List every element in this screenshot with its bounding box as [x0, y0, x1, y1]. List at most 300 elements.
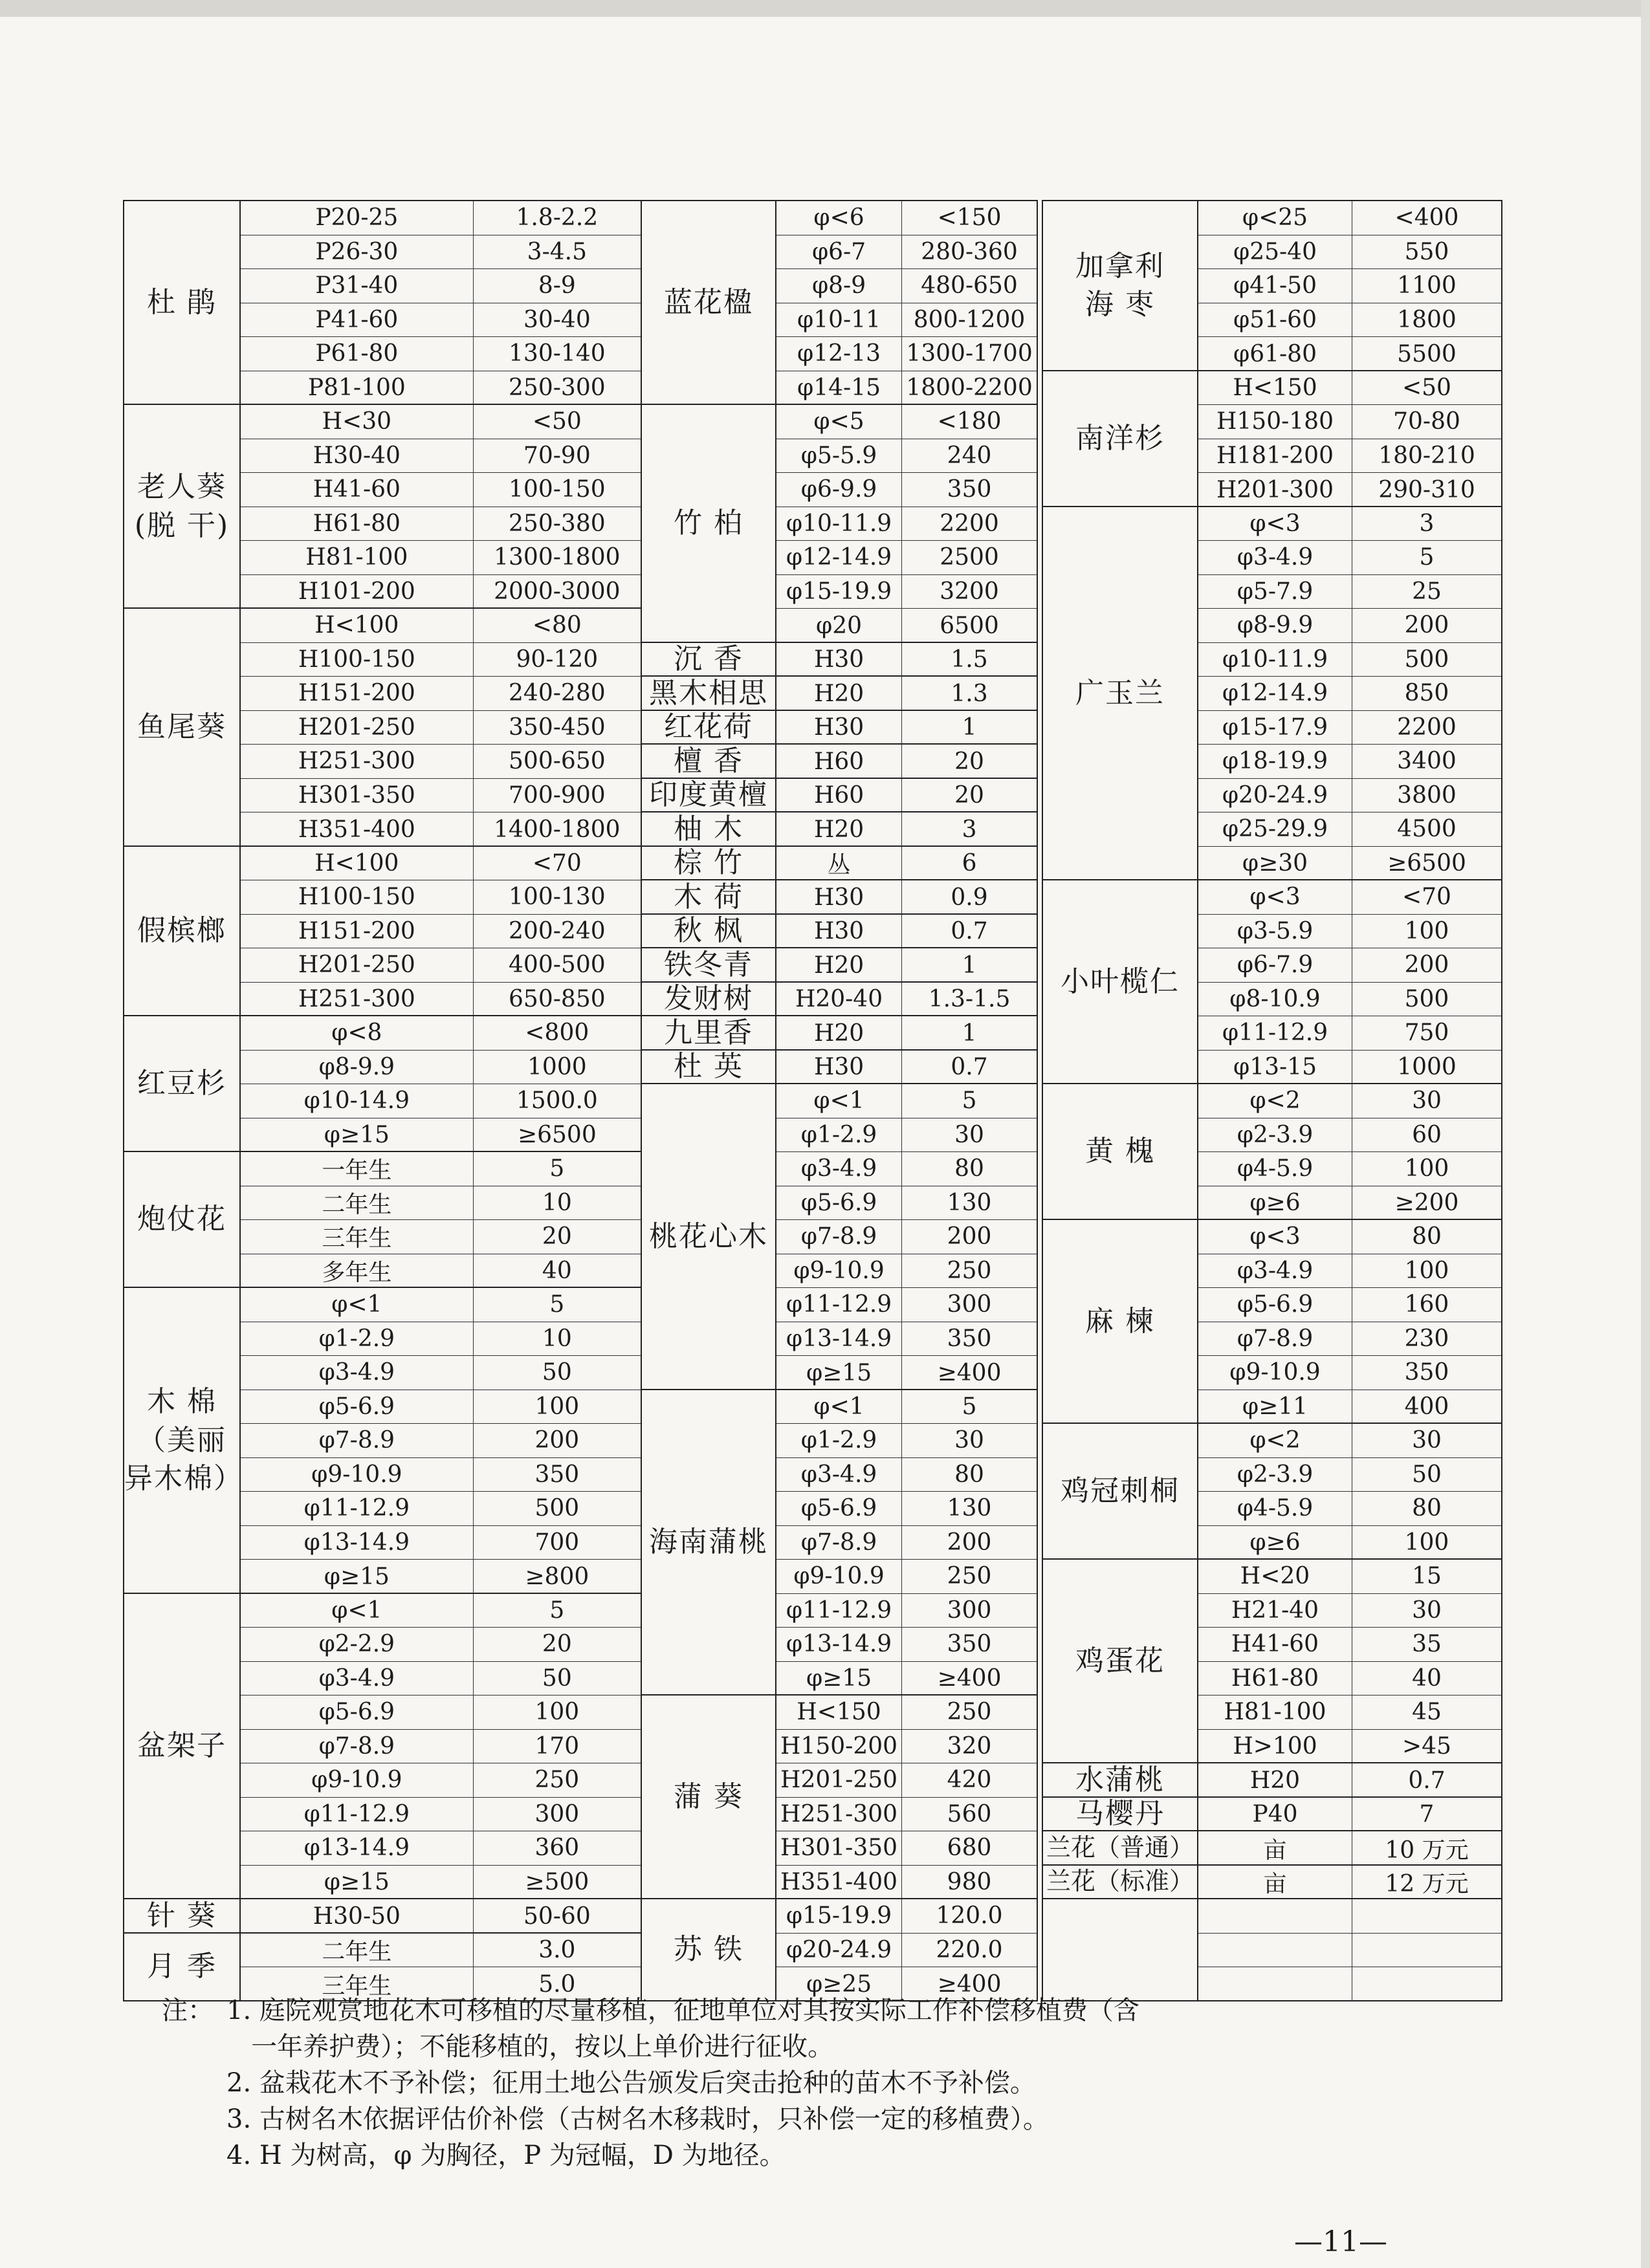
- spec-cell: H30-40: [241, 439, 474, 473]
- page-number: —11—: [1294, 2225, 1387, 2258]
- spec-cell: 亩: [1198, 1866, 1352, 1900]
- table-row: [1198, 1866, 1501, 1900]
- spec-cell: φ10-11: [776, 303, 902, 337]
- spec-cell: φ6-9.9: [776, 473, 902, 507]
- price-cell: 30-40: [523, 306, 591, 333]
- plant-group: [641, 811, 1038, 847]
- spec-cell: [1198, 1967, 1352, 2001]
- spec-cell: H<150: [776, 1696, 902, 1729]
- spec-cell: H81-100: [1198, 1696, 1352, 1729]
- spec-cell: φ3-4.9: [241, 1662, 474, 1696]
- plant-group: [1042, 1864, 1502, 1900]
- table-row: [776, 201, 1037, 235]
- table-row: [241, 575, 641, 609]
- spec-cell: H30: [776, 915, 902, 949]
- price-cell: 120.0: [936, 1903, 1003, 1930]
- price-cell: 200: [1404, 612, 1449, 639]
- table-row: [241, 779, 641, 813]
- spec-cell: H201-300: [1198, 473, 1352, 507]
- price-cell: 35: [1412, 1631, 1442, 1658]
- plant-group: [641, 710, 1038, 745]
- spec-cell: φ10-11.9: [1198, 643, 1352, 677]
- plant-group: [641, 1083, 1038, 1390]
- table-row: [241, 1152, 641, 1186]
- spec-cell: φ6-7: [776, 235, 902, 269]
- spec-cell: φ7-8.9: [241, 1730, 474, 1763]
- table-row: [776, 507, 1037, 541]
- table-row: [1198, 812, 1501, 847]
- price-cell: 350: [534, 1461, 580, 1488]
- plant-name: 木 棉 （美丽 异木棉）: [124, 1288, 241, 1593]
- spec-cell: φ25-40: [1198, 235, 1352, 269]
- spec-cell: H30: [776, 880, 902, 915]
- table-row: [241, 439, 641, 474]
- table-row: [1198, 779, 1501, 813]
- plant-name: 鱼尾葵: [124, 609, 241, 845]
- table-row: [241, 1051, 641, 1085]
- spec-cell: 二年生: [241, 1186, 474, 1220]
- table-row: [776, 779, 1037, 813]
- plant-name: 广玉兰: [1043, 507, 1198, 880]
- spec-cell: φ9-10.9: [241, 1458, 474, 1492]
- plant-group: [641, 200, 1038, 405]
- plant-name: 麻 楝: [1043, 1220, 1198, 1423]
- spec-cell: H30: [776, 1051, 902, 1085]
- plant-group: [123, 1593, 642, 1900]
- spec-cell: φ1-2.9: [776, 1118, 902, 1152]
- price-cell: 980: [947, 1869, 992, 1896]
- spec-cell: φ2-3.9: [1198, 1118, 1352, 1152]
- plant-name: 印度黄檀: [642, 779, 776, 812]
- spec-cell: [1198, 1934, 1352, 1967]
- price-cell: <50: [532, 408, 582, 435]
- price-cell: 500: [1404, 646, 1449, 673]
- table-row: [776, 1118, 1037, 1153]
- table-row: [1198, 541, 1501, 575]
- spec-cell: φ61-80: [1198, 337, 1352, 371]
- spec-cell: 三年生: [241, 1220, 474, 1254]
- plant-group: [1042, 1762, 1502, 1798]
- price-cell: 30: [1412, 1597, 1442, 1624]
- price-cell: 15: [1412, 1563, 1442, 1590]
- table-row: [776, 337, 1037, 371]
- price-cell: 250: [947, 1257, 992, 1284]
- table-row: [241, 1118, 641, 1153]
- price-cell: 100: [1404, 1155, 1449, 1183]
- table-row: [1198, 1051, 1501, 1085]
- plant-name: 鸡冠刺桐: [1043, 1424, 1198, 1558]
- price-cell: 0.9: [951, 884, 988, 911]
- price-cell: 1: [962, 1020, 977, 1047]
- price-cell: ≥500: [525, 1869, 589, 1896]
- table-row: [1198, 507, 1501, 541]
- table-row: [776, 1186, 1037, 1221]
- spec-cell: H<20: [1198, 1560, 1352, 1593]
- price-cell: 290-310: [1378, 476, 1475, 503]
- price-cell: 350: [947, 1325, 992, 1352]
- spec-cell: φ<1: [241, 1288, 474, 1322]
- price-cell: 130: [947, 1189, 992, 1216]
- price-cell: 160: [1404, 1291, 1449, 1318]
- table-row: [1198, 643, 1501, 677]
- plant-group: [123, 845, 642, 1017]
- spec-cell: φ≥25: [776, 1967, 902, 2001]
- table-row: [241, 880, 641, 915]
- price-cell: 1000: [1397, 1054, 1457, 1081]
- plant-group: [123, 1932, 642, 2001]
- spec-cell: φ4-5.9: [1198, 1492, 1352, 1525]
- price-cell: 5.0: [538, 1970, 576, 1998]
- spec-cell: H201-250: [241, 948, 474, 982]
- price-cell: 220.0: [936, 1936, 1003, 1963]
- table-row: [776, 1016, 1037, 1051]
- table-row: [241, 507, 641, 541]
- plant-group: [641, 404, 1038, 643]
- price-cell: 200: [534, 1427, 580, 1454]
- spec-cell: φ<25: [1198, 201, 1352, 235]
- price-cell: 850: [1404, 680, 1449, 707]
- price-cell: 100-150: [509, 476, 606, 503]
- spec-cell: [1198, 1899, 1352, 1933]
- price-cell: 230: [1404, 1325, 1449, 1352]
- price-cell: 350: [947, 1631, 992, 1658]
- spec-cell: H60: [776, 779, 902, 813]
- table-row: [1198, 303, 1501, 338]
- spec-cell: H41-60: [241, 473, 474, 507]
- plant-name: 海南蒲桃: [642, 1390, 776, 1695]
- plant-name: [1043, 1899, 1198, 2000]
- plant-name: 苏 铁: [642, 1899, 776, 2000]
- table-row: [1198, 1424, 1501, 1458]
- table-row: [241, 1526, 641, 1560]
- spec-cell: φ≥30: [1198, 847, 1352, 881]
- spec-cell: φ12-14.9: [776, 541, 902, 574]
- price-cell: 40: [1412, 1664, 1442, 1692]
- spec-cell: φ3-4.9: [1198, 1254, 1352, 1288]
- spec-cell: φ<2: [1198, 1084, 1352, 1118]
- spec-cell: φ1-2.9: [241, 1322, 474, 1356]
- table-row: [776, 847, 1037, 881]
- spec-cell: P40: [1198, 1798, 1352, 1832]
- table-row: [1198, 1730, 1501, 1764]
- table-row: [776, 439, 1037, 474]
- price-cell: 5: [549, 1291, 565, 1318]
- table-row: [241, 812, 641, 847]
- spec-cell: φ9-10.9: [1198, 1356, 1352, 1390]
- price-cell: 350-450: [509, 714, 606, 741]
- spec-cell: φ8-9.9: [1198, 609, 1352, 642]
- spec-cell: H151-200: [241, 915, 474, 948]
- plant-name: 炮仗花: [124, 1152, 241, 1287]
- table-row: [776, 405, 1037, 439]
- price-cell: 0.7: [951, 1054, 988, 1081]
- plant-group: [1042, 879, 1502, 1084]
- plant-group: [641, 1015, 1038, 1051]
- plant-group: [1042, 506, 1502, 881]
- table-row: [1198, 1186, 1501, 1221]
- price-cell: 350: [947, 476, 992, 503]
- price-cell: <50: [1402, 374, 1451, 401]
- plant-name: 马樱丹: [1043, 1798, 1198, 1831]
- spec-cell: φ14-15: [776, 371, 902, 406]
- price-cell: 280-360: [921, 238, 1018, 265]
- price-cell: 250-300: [509, 375, 606, 402]
- price-cell: 500: [534, 1495, 580, 1522]
- table-row: [1198, 201, 1501, 235]
- plant-name: 发财树: [642, 983, 776, 1016]
- spec-cell: φ1-2.9: [776, 1424, 902, 1457]
- table-row: [776, 1424, 1037, 1458]
- spec-cell: φ5-6.9: [776, 1186, 902, 1220]
- spec-cell: φ<2: [1198, 1424, 1352, 1457]
- spec-cell: φ<3: [1198, 507, 1352, 541]
- plant-group: [1042, 200, 1502, 371]
- plant-name: 兰花（标准）: [1043, 1866, 1198, 1899]
- plant-group: [123, 1015, 642, 1152]
- price-cell: 20: [954, 748, 984, 775]
- table-row: [241, 1390, 641, 1424]
- spec-cell: H<100: [241, 847, 474, 880]
- spec-cell: φ5-6.9: [1198, 1288, 1352, 1322]
- table-row: [776, 1492, 1037, 1526]
- table-row: [776, 1356, 1037, 1390]
- plant-group: [123, 607, 642, 847]
- table-row: [1198, 439, 1501, 474]
- price-cell: 3800: [1397, 781, 1457, 809]
- plant-name: 月 季: [124, 1934, 241, 2000]
- plant-name: 黄 槐: [1043, 1084, 1198, 1219]
- price-cell: 80: [1412, 1495, 1442, 1522]
- plant-name: 黑木相思: [642, 677, 776, 710]
- price-cell: 50: [1412, 1461, 1442, 1488]
- price-cell: 50-60: [523, 1903, 591, 1930]
- note-item: 2. 盆栽花木不予补偿；征用土地公告颁发后突击抢种的苗木不予补偿。: [226, 2068, 1036, 2098]
- price-cell: 6500: [940, 612, 999, 639]
- price-cell: 700-900: [509, 781, 606, 809]
- spec-cell: φ25-29.9: [1198, 812, 1352, 846]
- table-row: [241, 473, 641, 507]
- price-cell: 1300-1700: [906, 340, 1033, 367]
- table-row: [776, 983, 1037, 1017]
- table-row: [1198, 915, 1501, 949]
- price-cell: 400-500: [509, 952, 606, 979]
- price-cell: 3-4.5: [527, 238, 587, 265]
- plant-name: 蓝花楹: [642, 201, 776, 404]
- price-cell: 20: [542, 1223, 572, 1250]
- price-cell: 45: [1412, 1699, 1442, 1726]
- price-cell: 20: [542, 1631, 572, 1658]
- price-cell: ≥400: [937, 1359, 1002, 1386]
- price-cell: 10: [542, 1325, 572, 1352]
- table-row: [776, 677, 1037, 711]
- spec-cell: H201-250: [241, 711, 474, 745]
- plant-name: 竹 柏: [642, 405, 776, 642]
- price-cell: 40: [542, 1258, 572, 1285]
- table-row: [776, 711, 1037, 745]
- table-row: [1198, 235, 1501, 270]
- spec-cell: H60: [776, 745, 902, 779]
- spec-cell: φ3-4.9: [776, 1152, 902, 1186]
- price-cell: 1.5: [951, 646, 988, 673]
- plant-group: [123, 1898, 642, 1934]
- table-row: [241, 235, 641, 270]
- price-cell: 2200: [940, 510, 999, 537]
- spec-cell: φ13-14.9: [776, 1322, 902, 1356]
- price-cell: ≥800: [525, 1563, 589, 1590]
- price-cell: 100: [534, 1393, 580, 1420]
- plant-name: 盆架子: [124, 1594, 241, 1899]
- spec-cell: H<100: [241, 609, 474, 642]
- price-cell: 100-130: [509, 884, 606, 911]
- plant-name: 九里香: [642, 1016, 776, 1049]
- spec-cell: 一年生: [241, 1152, 474, 1186]
- spec-cell: φ<6: [776, 201, 902, 235]
- spec-cell: φ<3: [1198, 880, 1352, 914]
- spec-cell: H151-200: [241, 677, 474, 710]
- table-row: [241, 1254, 641, 1289]
- spec-cell: 二年生: [241, 1934, 474, 1967]
- table-row: [776, 541, 1037, 575]
- table-row: [776, 1628, 1037, 1662]
- plant-group: [1042, 1558, 1502, 1763]
- price-cell: 250: [947, 1563, 992, 1590]
- spec-cell: φ≥15: [241, 1866, 474, 1900]
- spec-cell: H21-40: [1198, 1594, 1352, 1628]
- plant-name: 杜 鹃: [124, 201, 241, 404]
- plant-group: [641, 947, 1038, 983]
- plant-name: 针 葵: [124, 1899, 241, 1932]
- spec-cell: φ12-13: [776, 337, 902, 371]
- table-row: [1198, 1492, 1501, 1526]
- spec-cell: φ15-19.9: [776, 575, 902, 609]
- table-row: [241, 847, 641, 881]
- table-row: [241, 1458, 641, 1492]
- price-cell: 500-650: [509, 748, 606, 775]
- price-cell: 25: [1412, 578, 1442, 605]
- table-row: [241, 1356, 641, 1390]
- table-row: [241, 303, 641, 338]
- table-row: [241, 609, 641, 643]
- note-item: 一年养护费）；不能移植的，按以上单价进行征收。: [226, 2032, 834, 2062]
- price-cell: 20: [954, 782, 984, 809]
- price-cell: 3: [1419, 510, 1435, 537]
- spec-cell: P26-30: [241, 235, 474, 269]
- table-row: [241, 1628, 641, 1662]
- price-cell: 1300-1800: [494, 544, 621, 571]
- plant-name: 老人葵 (脱 干): [124, 405, 241, 607]
- notes-list: [226, 1992, 1139, 2174]
- price-cell: 50: [542, 1359, 572, 1386]
- table-row: [776, 880, 1037, 915]
- spec-cell: φ<3: [1198, 1220, 1352, 1254]
- plant-group: [641, 1049, 1038, 1085]
- table-row: [776, 812, 1037, 847]
- table-row: [1198, 405, 1501, 439]
- spec-cell: φ15-19.9: [776, 1899, 902, 1933]
- spec-cell: φ7-8.9: [776, 1526, 902, 1560]
- spec-cell: H101-200: [241, 575, 474, 609]
- spec-cell: φ<1: [241, 1594, 474, 1628]
- price-cell: 400: [1404, 1393, 1449, 1421]
- price-cell: 30: [954, 1121, 984, 1148]
- price-cell: 200: [947, 1223, 992, 1250]
- table-row: [1198, 1934, 1501, 1968]
- table-row: [1198, 1662, 1501, 1696]
- price-cell: [1352, 1899, 1501, 1933]
- plant-group: [641, 913, 1038, 949]
- table-row: [1198, 1152, 1501, 1186]
- spec-cell: H201-250: [776, 1763, 902, 1797]
- price-cell: 480-650: [921, 272, 1018, 300]
- table-row: [776, 915, 1037, 949]
- table-row: [241, 1662, 641, 1696]
- table-row: [1198, 575, 1501, 609]
- table-row: [1198, 847, 1501, 881]
- table-row: [1198, 1288, 1501, 1322]
- table-row: [241, 643, 641, 677]
- price-cell: 130: [947, 1495, 992, 1522]
- price-cell: 2200: [1397, 714, 1457, 741]
- price-cell: 2500: [940, 544, 999, 571]
- spec-cell: φ10-14.9: [241, 1084, 474, 1118]
- table-row: [241, 1322, 641, 1357]
- plant-name: 水蒲桃: [1043, 1763, 1198, 1796]
- table-row: [776, 1662, 1037, 1696]
- spec-cell: H61-80: [241, 507, 474, 541]
- table-row: [241, 711, 641, 745]
- spec-cell: φ15-17.9: [1198, 711, 1352, 745]
- table-row: [241, 1831, 641, 1866]
- table-row: [241, 1220, 641, 1254]
- table-row: [241, 269, 641, 303]
- spec-cell: φ≥6: [1198, 1526, 1352, 1560]
- plant-group: [641, 981, 1038, 1017]
- spec-cell: φ13-15: [1198, 1051, 1352, 1085]
- plant-name: 蒲 葵: [642, 1696, 776, 1898]
- plant-name: 假槟榔: [124, 847, 241, 1016]
- note-item: 4. H 为树高，φ 为胸径，P 为冠幅，D 为地径。: [226, 2141, 786, 2170]
- price-cell: 10 万元: [1385, 1837, 1469, 1864]
- spec-cell: φ13-14.9: [241, 1526, 474, 1560]
- spec-cell: φ8-10.9: [1198, 983, 1352, 1016]
- price-cell: 80: [1412, 1223, 1442, 1250]
- price-cell: 240: [947, 442, 992, 469]
- spec-cell: φ≥15: [776, 1662, 902, 1696]
- price-cell: ≥6500: [517, 1122, 597, 1149]
- plant-group: [123, 1287, 642, 1594]
- price-cell: 30: [1412, 1087, 1442, 1115]
- spec-cell: P31-40: [241, 269, 474, 303]
- table-row: [776, 1322, 1037, 1357]
- table-row: [1198, 473, 1501, 507]
- table-row: [241, 948, 641, 983]
- price-cell: 300: [947, 1291, 992, 1318]
- price-cell: [1352, 1934, 1501, 1967]
- table-row: [776, 745, 1037, 779]
- spec-cell: φ<8: [241, 1016, 474, 1050]
- table-row: [1198, 371, 1501, 406]
- table-row: [241, 915, 641, 949]
- table-row: [1198, 1594, 1501, 1628]
- price-cell: 800-1200: [913, 306, 1026, 333]
- price-cell: 180-210: [1378, 442, 1475, 469]
- price-cell: 2000-3000: [494, 578, 621, 605]
- table-row: [241, 1763, 641, 1798]
- spec-cell: H<30: [241, 405, 474, 439]
- price-cell: ≥6500: [1387, 850, 1466, 877]
- table-row: [776, 269, 1037, 303]
- spec-cell: φ≥15: [776, 1356, 902, 1390]
